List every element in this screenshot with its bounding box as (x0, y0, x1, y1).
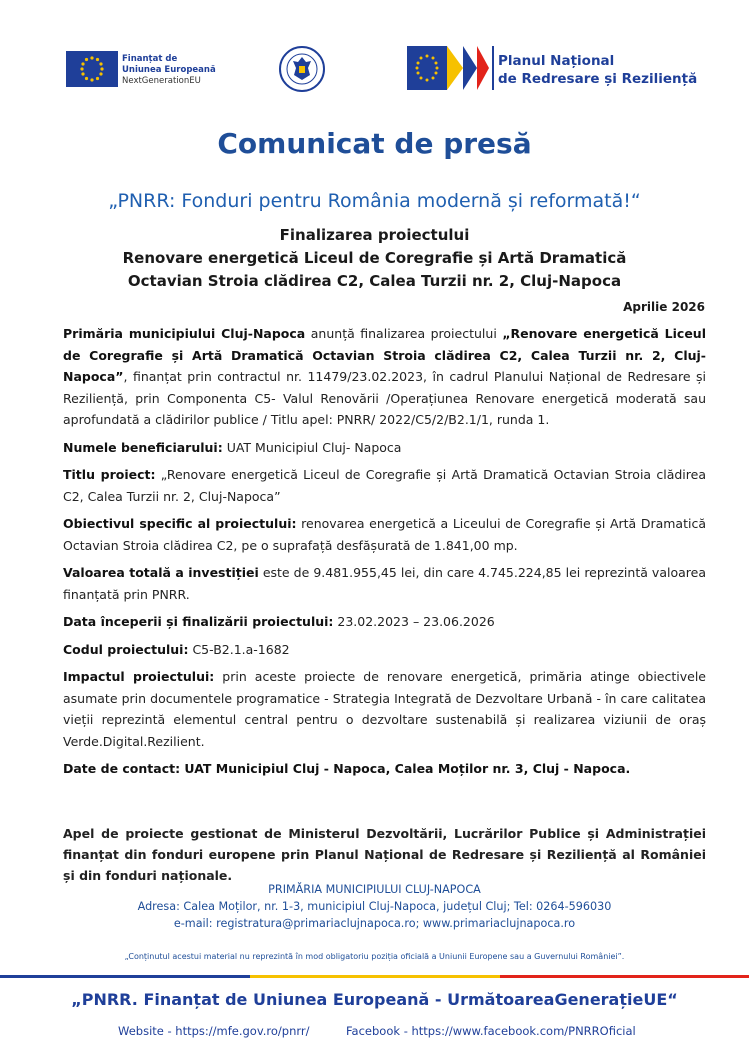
intro-text-2: , finanțat prin contractul nr. 11479/23.02.2023, în cadrul Planului Național de Redresare și Reziliență, prin Componenta C5- Valul Renovării /Operațiunea Renovare energetică moderată sau aprofundată a clădirilor publice / Titlu apel: PNRR/ 2022/C5/2/B2.1/1, runda 1. (63, 369, 706, 427)
field-value: prin aceste proiecte de renovare energetică, primăria atinge obiectivele asumate prin documentele programatice - Strategia Integrată de Dezvoltare Urbană - în care calitatea vieții reprezintă elementul central pentru o dezvoltare sustenabilă și realizarea viziunii de oraș Verde.Digital.Rezilient. (63, 669, 707, 749)
pnrr-logo-line-1: Planul Național (498, 53, 615, 69)
press-release-body (63, 323, 706, 786)
field-label: Valoarea totală a investiției (63, 565, 259, 580)
intro-text-1: anunță finalizarea proiectului (305, 326, 503, 341)
field-beneficiary (63, 437, 706, 459)
contact-institution: PRIMĂRIA MUNICIPIULUI CLUJ-NAPOCA (268, 883, 481, 896)
pnrr-logo-line-2: de Redresare și Reziliență (498, 71, 698, 87)
disclaimer: „Conținutul acestui material nu reprezintă în mod obligatoriu poziția oficială a Uniunii Europene sau a Guvernului României”. (124, 952, 625, 961)
field-value: UAT Municipiul Cluj- Napoca (222, 439, 402, 455)
footer-facebook-link[interactable]: Facebook - https://www.facebook.com/PNRROficial (346, 1024, 636, 1038)
field-label: Titlu proiect: (63, 467, 156, 482)
intro-paragraph (63, 323, 706, 431)
field-label: Obiectivul specific al proiectului: (63, 516, 297, 531)
eu-logo-line-3: NextGenerationEU (122, 76, 201, 86)
field-objective (63, 513, 706, 556)
field-value: „Renovare energetică Liceul de Coregrafie și Artă Dramatică Octavian Stroia clădirea C2, Calea Turzii nr. 2, Cluj-Napoca” (63, 467, 706, 504)
field-value: este de 9.481.955,45 lei, din care 4.745.224,85 lei reprezintă valoarea finanțată prin PNRR. (63, 565, 706, 602)
field-value: renovarea energetică a Liceului de Coregrafie și Artă Dramatică Octavian Stroia clădirea C2, pe o suprafață desfășurată de 1.841,00 mp. (63, 516, 706, 553)
contact-email: e-mail: registratura@primariaclujnapoca.ro; www.primariaclujnapoca.ro (173, 917, 576, 930)
eu-funding-logo-text (122, 54, 216, 87)
field-project-title (63, 464, 706, 507)
pnrr-slogan: „PNRR: Fonduri pentru România modernă și reformată!“ (108, 190, 641, 212)
field-dates (63, 611, 706, 633)
pnrr-logo-divider (492, 46, 494, 90)
tricolor-bar-blue (0, 975, 250, 978)
contact-address: Adresa: Calea Moților, nr. 1-3, municipiul Cluj-Napoca, județul Cluj; Tel: 0264-596030 (137, 900, 612, 913)
contact-block (0, 881, 749, 932)
intro-project-name: „Renovare energetică Liceul de Coregrafie și Artă Dramatică Octavian Stroia clădirea C2, Calea Turzii nr. 2, Cluj-Napoca” (63, 326, 706, 384)
field-value: 23.02.2023 – 23.06.2026 (333, 614, 495, 629)
intro-institution: Primăria municipiului Cluj-Napoca (63, 326, 306, 341)
field-label: Data începerii și finalizării proiectului: (63, 614, 334, 629)
publication-date: Aprilie 2026 (623, 300, 705, 314)
eu-flag-icon (66, 51, 118, 87)
funding-statement: Apel de proiecte gestionat de Ministerul Dezvoltării, Lucrărilor Publice și Administrației finanțat din fonduri europene prin Planul Național de Redresare și Reziliență al României și din fonduri naționale. (63, 826, 706, 883)
project-subtitle (0, 224, 749, 293)
subtitle-line-2: Renovare energetică Liceul de Coregrafie și Artă Dramatică (122, 249, 627, 267)
field-project-code (63, 639, 706, 661)
subtitle-line-3: Octavian Stroia clădirea C2, Calea Turzii nr. 2, Cluj-Napoca (127, 272, 622, 290)
footer-website-link[interactable]: Website - https://mfe.gov.ro/pnrr/ (118, 1024, 310, 1038)
romanian-government-seal-icon (279, 46, 325, 92)
tricolor-bar-yellow (250, 975, 500, 978)
eu-logo-line-1: Finanțat de (122, 54, 178, 64)
field-value: C5-B2.1.a-1682 (188, 641, 290, 657)
field-label: Date de contact: UAT Municipiul Cluj - Napoca, Calea Moților nr. 3, Cluj - Napoca. (63, 761, 631, 776)
footer-slogan: „PNRR. Finanțat de Uniunea Europeană - UrmătoareaGenerațieUE“ (71, 990, 678, 1009)
field-impact (63, 666, 706, 752)
field-total-value (63, 562, 706, 605)
pnrr-eu-flag-icon (407, 46, 447, 90)
field-contact (63, 758, 706, 780)
eu-logo-line-2: Uniunea Europeană (122, 65, 216, 75)
page-title: Comunicat de presă (217, 127, 532, 160)
pnrr-chevron-red-icon (477, 46, 489, 90)
field-label: Numele beneficiarului: (63, 439, 223, 455)
tricolor-bar-red (500, 975, 749, 978)
pnrr-logo-text (498, 52, 697, 88)
field-label: Impactul proiectului: (63, 669, 215, 684)
pnrr-chevron-yellow-icon (447, 46, 463, 90)
subtitle-line-1: Finalizarea proiectului (279, 226, 470, 244)
pnrr-chevron-blue-icon (463, 46, 477, 90)
field-label: Codul proiectului: (63, 641, 189, 657)
